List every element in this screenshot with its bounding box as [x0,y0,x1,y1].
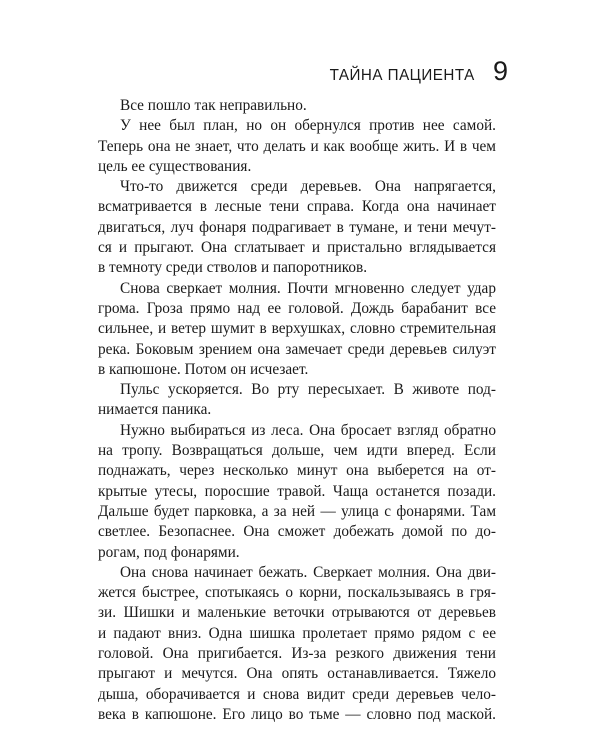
text-line: крытые утесы, поросшие травой. Чаща останется позади. [98,482,496,500]
text-line: дыша, оборачивается и снова видит среди деревьев чело- [98,685,496,703]
body-text [98,96,496,725]
text-line: зи. Шишки и маленькие веточки отрываются от деревьев [98,604,496,622]
text-line: рогам, под фонарями. [98,543,240,561]
text-line: Теперь она не знает, что делать и как вообще жить. И в чем [98,137,496,155]
text-line: нимается паника. [98,401,212,419]
text-line: Пульс ускоряется. Во рту пересыхает. В животе под- [120,381,496,399]
text-line: река. Боковым зрением она замечает среди деревьев силуэт [98,340,496,358]
text-line: века в капюшоне. Его лицо во тьме — словно под маской. [98,705,496,723]
text-line: Что-то движется среди деревьев. Она напрягается, [120,178,496,196]
text-line: Все пошло так неправильно. [120,97,307,114]
running-header [322,58,508,85]
book-title: ТАЙНА ПАЦИЕНТА [329,67,475,84]
text-line: в темноту среди стволов и папоротников. [98,259,368,277]
text-line: светлее. Безопаснее. Она сможет добежать домой по до- [98,523,496,541]
text-line: ся и прыгают. Она сглатывает и пристально вглядывается [98,239,496,257]
text-line: У нее был план, но он обернулся против нее самой. [120,117,496,135]
text-line: и падают вниз. Одна шишка пролетает прямо рядом с ее [98,624,496,642]
text-line: всматривается в лесные тени справа. Когда она начинает [98,198,496,216]
text-line: цель ее существования. [98,157,252,175]
text-line: Снова сверкает молния. Почти мгновенно следует удар [120,279,496,297]
text-line: жется быстрее, спотыкаясь о корни, поскальзываясь в гря- [98,584,496,602]
text-line: на тропу. Возвращаться дольше, чем идти вперед. Если [98,442,496,460]
text-line: Нужно выбираться из леса. Она бросает взгляд обратно [120,421,496,439]
text-line: прыгают и мечутся. Она опять останавливается. Тяжело [98,665,496,683]
text-line: грома. Гроза прямо над ее головой. Дождь барабанит все [98,299,496,317]
text-line: двигаться, луч фонаря подрагивает в тумане, и тени мечут- [98,218,496,236]
page-number: 9 [492,56,508,86]
text-line: поднажать, через несколько минут она выберется на от- [98,462,496,480]
text-line: сильнее, и ветер шумит в верхушках, словно стремительная [98,320,496,338]
text-line: в капюшоне. Потом он исчезает. [98,360,309,378]
text-line: головой. Она пригибается. Из-за резкого движения тени [98,645,496,663]
text-line: Дальше будет парковка, а за ней — улица с фонарями. Там [98,502,496,520]
text-line: Она снова начинает бежать. Сверкает молния. Она дви- [120,563,496,581]
